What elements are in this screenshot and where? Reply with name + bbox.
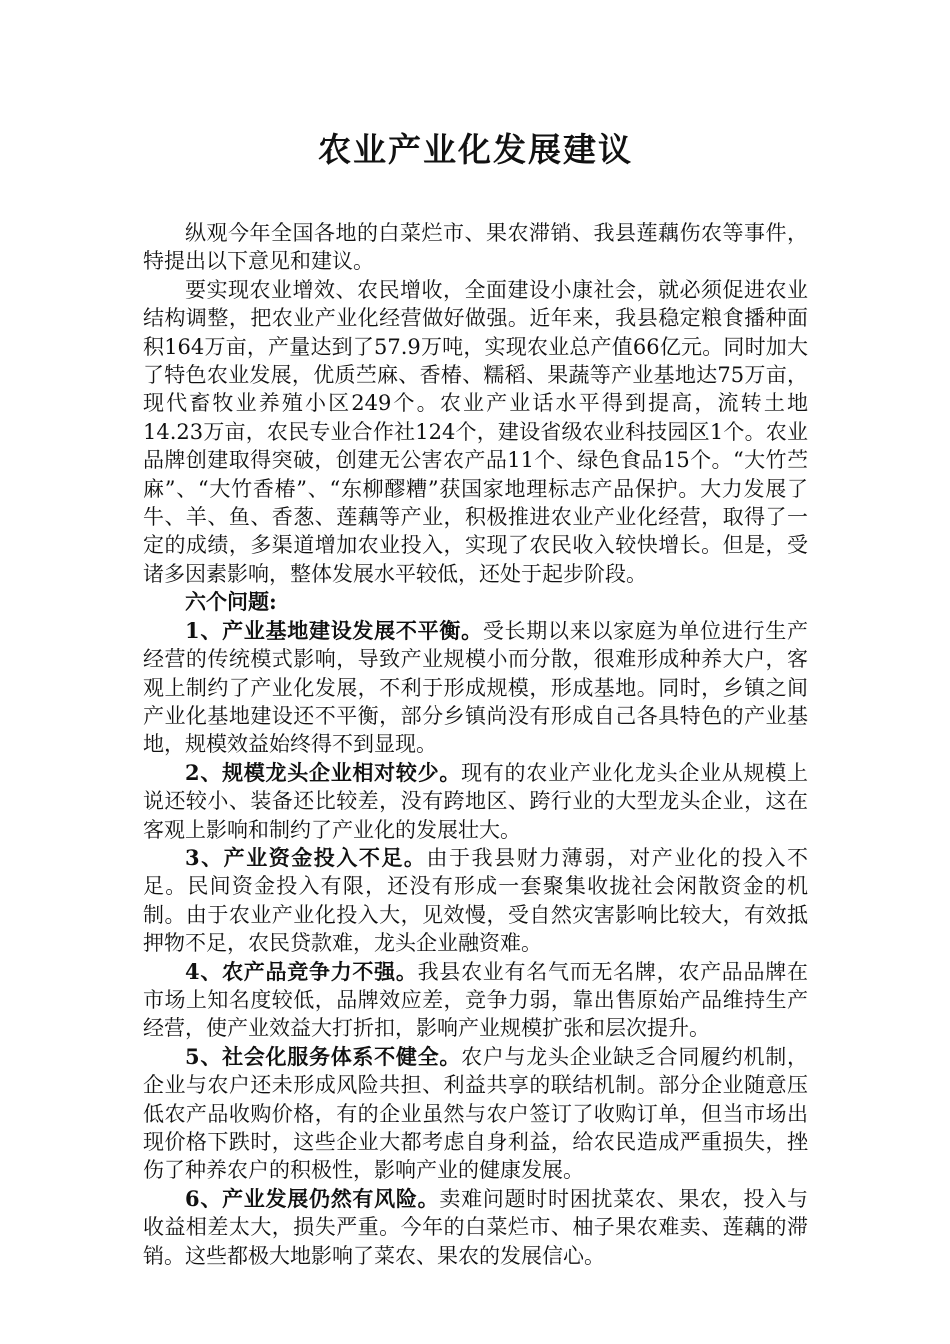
problem-heading: 1、产业基地建设发展不平衡。 (185, 617, 483, 643)
problem-text: 由于我县财力薄弱，对产业化的投入不足。民间资金投入有限，还没有形成一套聚集收拢社会闲散资金的机制。由于农业产业化投入大，见效慢，受自然灾害影响比较大，有效抵押物不足，农民贷款难，龙头企业融资难。 (143, 845, 808, 956)
problem-paragraph (143, 1185, 808, 1270)
problem-heading: 5、社会化服务体系不健全。 (185, 1043, 462, 1069)
document-body (143, 219, 808, 1270)
problem-paragraph (143, 958, 808, 1043)
problem-paragraph (143, 1043, 808, 1185)
problem-paragraph (143, 844, 808, 958)
problem-heading: 4、农产品竞争力不强。 (185, 958, 418, 984)
problem-heading: 6、产业发展仍然有风险。 (185, 1185, 440, 1211)
intro-paragraph: 要实现农业增效、农民增收，全面建设小康社会，就必须促进农业结构调整，把农业产业化经营做好做强。近年来，我县稳定粮食播种面积164万亩，产量达到了57.9万吨，实现农业总产值66亿元。同时加大了特色农业发展，优质苎麻、香椿、糯稻、果蔬等产业基地达75万亩，现代畜牧业养殖小区249个。农业产业话水平得到提高，流转土地14.23万亩，农民专业合作社124个，建设省级农业科技园区1个。农业品牌创建取得突破，创建无公害农产品11个、绿色食品15个。“大竹苎麻”、“大竹香椿”、“东柳醪糟”获国家地理标志产品保护。大力发展了牛、羊、鱼、香葱、莲藕等产业，积极推进农业产业化经营，取得了一定的成绩，多渠道增加农业投入，实现了农民收入较快增长。但是，受诸多因素影响，整体发展水平较低，还处于起步阶段。 (143, 277, 808, 586)
problem-text: 卖难问题时时困扰菜农、果农，投入与收益相差太大，损失严重。今年的白菜烂市、柚子果农难卖、莲藕的滞销。这些都极大地影响了菜农、果农的发展信心。 (143, 1186, 808, 1268)
problem-text: 受长期以来以家庭为单位进行生产经营的传统模式影响，导致产业规模小而分散，很难形成种养大户，客观上制约了产业化发展，不利于形成规模，形成基地。同时，乡镇之间产业化基地建设还不平衡，部分乡镇尚没有形成自己各具特色的产业基地，规模效益始终得不到显现。 (143, 618, 808, 757)
problem-text: 现有的农业产业化龙头企业从规模上说还较小、装备还比较差，没有跨地区、跨行业的大型龙头企业，这在客观上影响和制约了产业化的发展壮大。 (143, 760, 808, 842)
problem-heading: 2、规模龙头企业相对较少。 (185, 759, 462, 785)
document-title: 农业产业化发展建议 (318, 130, 633, 169)
problem-text: 农户与龙头企业缺乏合同履约机制，企业与农户还未形成风险共担、利益共享的联结机制。部分企业随意压低农产品收购价格，有的企业虽然与农户签订了收购订单，但当市场出现价格下跌时，这些企业大都考虑自身利益，给农民造成严重损失，挫伤了种养农户的积极性，影响产业的健康发展。 (143, 1044, 808, 1183)
problems-heading: 六个问题: (185, 589, 277, 615)
problem-paragraph (143, 759, 808, 844)
problem-paragraph (143, 617, 808, 759)
intro-paragraph: 纵观今年全国各地的白菜烂市、果农滞销、我县莲藕伤农等事件，特提出以下意见和建议。 (143, 221, 808, 274)
problem-heading: 3、产业资金投入不足。 (185, 844, 427, 870)
problem-text: 我县农业有名气而无名牌，农产品品牌在市场上知名度较低，品牌效应差，竞争力弱，靠出售原始产品维持生产经营，使产业效益大打折扣，影响产业规模扩张和层次提升。 (143, 959, 808, 1041)
